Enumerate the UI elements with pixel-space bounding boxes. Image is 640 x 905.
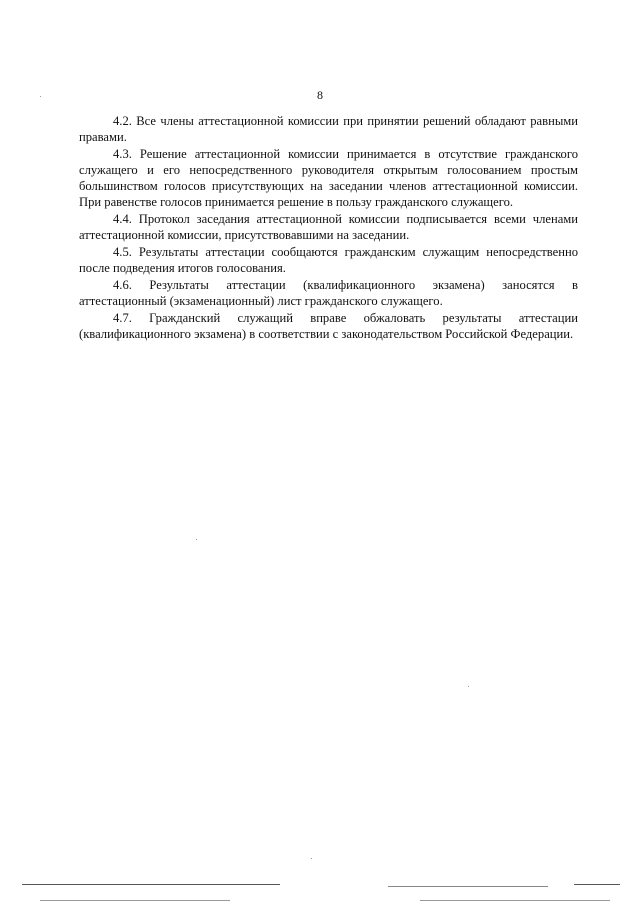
page-number: 8 (317, 88, 323, 102)
scan-edge-line (574, 884, 620, 885)
paragraph-4-2: 4.2. Все члены аттестационной комиссии при принятии решений обладают равными правами. (79, 114, 578, 144)
scan-edge-line (388, 886, 548, 887)
paragraph-4-7: 4.7. Гражданский служащий вправе обжаловать результаты аттестации (квалификационного экзамена) в соответствии с законодательством Российской Федерации. (79, 310, 578, 341)
scan-edge-line (40, 900, 230, 901)
paragraph-4-3: 4.3. Решение аттестационной комиссии принимается в отсутствие гражданского служащего и его непосредственного руководителя открытым голосованием простым большинством голосов присутствующих на заседании членов аттестационной комиссии. При равенстве голосов принимается решение в пользу гражданского служащего. (79, 147, 578, 209)
paragraph-4-5: 4.5. Результаты аттестации сообщаются гражданским служащим непосредственно после подведения итогов голосования. (79, 244, 578, 275)
document-body (79, 114, 578, 344)
scan-speck (196, 539, 197, 540)
scan-edge-line (22, 884, 280, 885)
scan-speck (311, 858, 312, 859)
paragraph-4-6: 4.6. Результаты аттестации (квалификационного экзамена) заносятся в аттестационный (экзаменационный) лист гражданского служащего. (79, 277, 578, 308)
scan-speck (40, 96, 41, 97)
scan-edge-line (420, 900, 610, 901)
scan-speck (468, 686, 469, 687)
paragraph-4-4: 4.4. Протокол заседания аттестационной комиссии подписывается всеми членами аттестационной комиссии, присутствовавшими на заседании. (79, 211, 578, 242)
